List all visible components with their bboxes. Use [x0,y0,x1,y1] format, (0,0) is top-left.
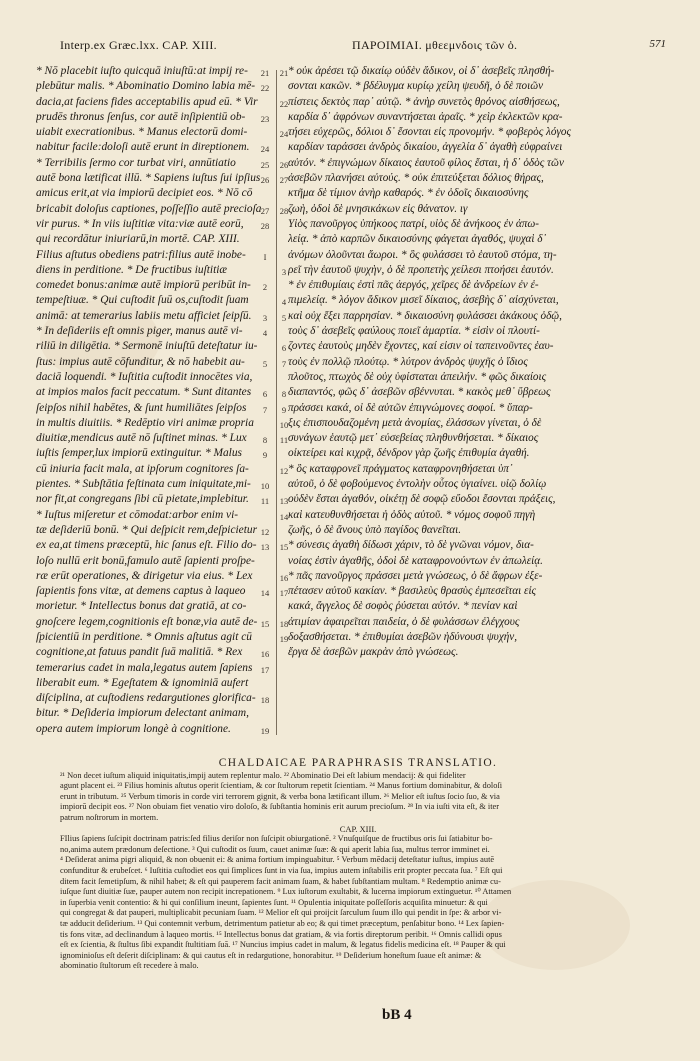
verse-number: 5 [262,358,268,369]
text-line: vir purus. * In viis iuſtitiæ vita:viæ autē eorū, [36,217,244,230]
paraphrase-text-after [60,834,656,972]
text-line: πράσσει κακά, οἱ δὲ αὐτῶν ἐπιγνώμονες σοφοί. * ὕπαρ- [288,401,533,414]
greek-column [288,64,608,661]
verse-number: 14 [260,588,270,599]
text-line: διαπαντός, φῶς δ᾽ ἀσεβῶν σβέννυται. * κακὸς μεθ᾽ ὕβρεως [288,386,551,399]
verse-number: 26 [279,159,289,170]
chaldaic-paraphrase [60,758,656,972]
text-line: ζοντες ἑαυτοὺς μηδὲν ἔχοντες, καί εἰσιν οἱ ταπεινοῦντες ἑαυ- [288,340,554,353]
text-line: συνάγων ἑαυτῷ μετ᾽ εὐσεβείας πληθυνθήσεται. * δίκαιος [288,432,539,445]
verse-number: 12 [260,526,270,537]
text-line: gnoſcere legem,cognitionis eſt bonæ,via autē de- [36,615,258,628]
verse-number: 3 [262,312,268,323]
text-line: ρεῖ τὴν ἑαυτοῦ ψυχὴν, ὁ δὲ προπετὴς χείλεσι πτοήσει ἑαυτόν. [288,263,554,276]
paraphrase-text-before [60,771,656,824]
verse-number [258,418,272,433]
text-line: prudēs thronus ſenſus, cor autē inſipientiū ob- [36,110,246,123]
text-line: qui recordātur iniuriarū,in mortē. CAP. XIII. [36,233,240,246]
verse-number [258,265,272,280]
text-line: Υἱὸς πανοῦργος ὑπήκοος πατρί, υἱὸς δὲ ἀνήκοος ἐν ἀπω- [288,217,540,230]
verse-number [258,372,272,387]
verse-number [258,295,272,310]
text-line: * πᾶς πανοῦργος πράσσει μετὰ γνώσεως, ὁ δὲ ἄφρων ἐξε- [288,569,543,582]
text-line: diſciplina, at cuſtodiens redargutiones glorifica- [36,692,256,705]
verse-number: 17 [279,588,289,599]
verse-number: 8 [281,389,287,400]
verse-number: 2 [262,282,268,293]
paraphrase-line: agunt placent ei. ²³ Filius hominis aſtutus operit ſcientiam, & cor ſtultorum repetit ſcientiam. ²⁴ Manus fortium dominabitur, & doloſi [60,781,503,791]
verse-number [258,188,272,203]
paraphrase-line: erunt in tributum. ²⁵ Verbum timoris in corde viri terrorem gignit, & verba bona lætificant illum. ²⁶ Melior eſt iuſtus ſocio ſuo, & via [60,791,500,801]
verse-number: 25 [260,159,270,170]
text-line: ſeipſos nihil habētes, & ſunt humiliātes ſeipſos [36,401,247,414]
verse-number: 24 [279,129,289,140]
paraphrase-line: no,anima autem prædonum deſectione. ³ Qui cuſtodit os ſuum, cauet animæ ſuæ: & qui aperit labia ſua, multus terror imminet ei. [60,844,490,854]
verse-number: 22 [279,98,289,109]
verse-number: 16 [279,572,289,583]
verse-number: I [263,251,267,262]
text-line: αὐτοῦ, ὁ δὲ φοβούμενος ἐντολὴν οὗτος ὑγιαίνει. υἱῷ δολίῳ [288,478,547,491]
signature-mark: bB 4 [382,1007,412,1023]
text-line: ſpicientiū in perditione. * Omnis aſtutus agit cū [36,630,252,643]
text-line: plebūtur malis. * Abominatio Domino labia mē- [36,80,256,93]
text-line: πέτασεν αὐτοῦ κακίαν. * βασιλεὺς θρασὺς ἐμπεσεῖται εἰς [288,585,537,598]
verse-number [258,739,272,754]
verse-number: 27 [260,205,270,216]
verse-number: 9 [281,404,287,415]
verse-number: 3 [281,266,287,277]
text-line: λείᾳ. * ἀπὸ καρπῶν δικαιοσύνης φάγεται ἀγαθός, ψυχαὶ δ᾽ [288,233,547,246]
verse-number: 18 [260,695,270,706]
verse-number [258,556,272,571]
latin-column [36,64,268,737]
running-head-right: ΠΑΡΟΙΜΙΑΙ. μθεεμνδοις τῶν ὁ. [352,38,518,52]
text-line: iuſtis ſemper,lux impiorū extinguitur. * Malus [36,447,242,460]
verse-number: 28 [260,220,270,231]
text-line: ἀνόμων ὀλοῦνται ἄωροι. * ὃς φυλάσσει τὸ ἑαυτοῦ στόμα, τη- [288,248,557,261]
verse-number [258,632,272,647]
text-line: οἰκτείρει καὶ κιχρᾷ, δένδρον γὰρ ζωῆς ἐπιθυμία ἀγαθή. [288,447,530,460]
column-rule [276,70,277,735]
verse-number [258,571,272,586]
text-line: * Nō placebit iuſto quicquā iniuſtū:at impij re- [36,65,248,77]
text-line: * σύνεσις ἀγαθὴ δίδωσι χάριν, τὸ δὲ γνῶναι νόμον, δια- [288,539,534,552]
text-line: liberabit eum. * Egeſtatem & ignominiā aufert [36,676,249,689]
text-line: * ὃς καταφρονεῖ πράγματος καταφρονηθήσεται ὑπ᾽ [288,462,513,475]
text-line: οὐδὲν ἔσται ἀγαθόν, οἰκέτῃ δὲ σοφῷ εὔοδοι ἔσονται πράξεις, [288,493,556,506]
verse-number [258,464,272,479]
paraphrase-line: abominatio ſtultorum eſt recedere à malo. [60,961,199,971]
verse-number [258,708,272,723]
text-line: animā: at temerarius labiis metu afficiet ſeipſū. [36,309,252,322]
text-line: ἀσεβῶν πλανήσει αὐτούς. * οὐκ ἐπιτεύξεται δόλιος θήρας, [288,172,544,185]
verse-number: 18 [279,618,289,629]
text-line: bricabit doloſus captiones, poſſeſſio autē precioſa [36,202,262,215]
verse-number: 13 [279,496,289,507]
verse-number: 5 [281,312,287,323]
latin-verse-numbers [258,66,272,754]
paraphrase-line: eſt ex ſcientia, & ſtultus ſibi expandit ſtultitiam ſuā. ¹⁷ Nuncius impius cadet in malum, & legatus fidelis medicina eſt. ¹⁸ Pauper & qui [60,940,506,950]
text-line: ζωὴ, ὁδοὶ δὲ μνησικάκων εἰς θάνατον. ιγ [288,202,468,215]
verse-number [258,601,272,616]
text-line: in multis diuitiis. * Redēptio viri animæ propria [36,416,254,429]
text-line: uiabit execrationibus. * Manus electorū domi- [36,126,248,139]
text-line: riliū in diligētia. * Sermonē iniuſtū deteſtatur iu- [36,340,258,353]
paraphrase-title: CHALDAICAE PARAPHRASIS TRANSLATIO. [218,757,498,769]
verse-number: 13 [260,542,270,553]
text-line: ξις ἐπισπουδαζομένη μετὰ ἀνομίας, ἐλάσσων γίνεται, ὁ δὲ [288,416,542,429]
verse-number [258,341,272,356]
text-line: tæ deſideriū bonū. * Qui deſpicit rem,deſpicietur [36,523,258,536]
paraphrase-line: tis fons vitæ, ad declinandum à laqueo mortis. ¹⁵ Intellectus bonus dat gratiam, & via fortis direptorum peribit. ¹⁶ Omnis callidi opus [60,929,502,939]
verse-number [258,97,272,112]
text-line: * Terribilis ſermo cor turbat viri, annūtiatio [36,156,236,169]
verse-number: 11 [260,496,270,507]
text-line: αὐτόν. * ἐπιγνώμων δίκαιος ἑαυτοῦ φίλος ἔσται, ἡ δ᾽ ὁδὸς τῶν [288,156,564,169]
text-line: morietur. * Intellectus bonus dat gratiā, at co- [36,600,247,613]
text-line: δοξασθήσεται. * ἐπιθυμίαι ἀσεβῶν ἡδύνουσι ψυχήν, [288,630,518,643]
text-line: ſtus: impius autē cōfunditur, & nō habebit au- [36,355,245,368]
text-line: πλοῦτος, πτωχὸς δὲ οὐχ ὑφίσταται ἀπειλήν. * φῶς δικαίοις [288,370,547,383]
verse-number: 27 [279,175,289,186]
paraphrase-line: tæ adducit deſiderium. ¹³ Qui contemnit verbum, detrimentum patietur ab eo; & qui timet præceptum, penſabitur bono. ¹⁴ Lex ſapien- [60,918,505,928]
verse-number: 15 [279,542,289,553]
text-line: amicus erit,at via impiorū decipiet eos. * Nō cō [36,187,253,200]
text-line: ſapientis fons vitæ, at demens captus à laqueo [36,585,246,598]
paraphrase-line: confunditur & erubeſcet. ⁶ Iuſtitia cuſtodiet eos qui ſimplices ſunt in via ſua, impius autem inſtabilis erit propter peccata ſua. ⁷ Eſt qui [60,865,503,875]
verse-number: 15 [260,618,270,629]
text-line: autē bona lætificat illū. * Sapiens iuſtus ſui ipſius [36,172,261,185]
verse-number: 17 [260,664,270,675]
text-line: καρδίαν ταράσσει ἀνδρὸς δικαίου, ἀγγελία δ᾽ ἀγαθὴ εὐφραίνει [288,141,563,154]
verse-number [258,678,272,693]
running-head-left: Interp.ex Græc.lxx. CAP. XIII. [60,38,217,52]
paraphrase-line: in ſuperbia venit contentio: & hi qui conſilium ineunt, ſapientes ſunt. ¹¹ Opulentia iniquitate poſſeſſoris acquiſita minuetur: & qui [60,897,488,907]
text-line: dacia,at faciens fides acceptabilis apud eū. * Vir [36,95,258,108]
text-line: daciā loquendi. * Iuſtitia cuſtodit innocētes via, [36,370,253,383]
verse-number: 9 [262,450,268,461]
text-line: πίστεις δεκτὸς παρ᾽ αὐτῷ. * ἀνὴρ συνετὸς θρόνος αἰσθήσεως, [288,95,560,108]
paraphrase-line: impiorū decipit eos. ²⁷ Non obuiam fiet venatio viro doloſo, & ſubſtantia hominis erit aurum precioſum. ²⁸ In via iuſti vita eſt, & iter [60,802,500,812]
text-line: ἀτιμίαν ἀφαιρεῖται παιδεία, ὁ δὲ φυλάσσων ἐλέγχους [288,615,520,628]
verse-number [258,234,272,249]
text-line: at impios malos facit peccatum. * Sunt ditantes [36,386,252,399]
verse-number: 7 [281,358,287,369]
text-line: cognitione,at fatuus pandit ſuā malitiā. * Rex [36,646,243,659]
paraphrase-line: FIlius ſapiens ſuſcipit doctrinam patris:ſed filius deriſor non ſuſcipit obiurgationē. ² Vnuſquiſque de fructibus oris ſui ſatiabitur bo- [60,834,493,844]
text-line: καὶ οὐχ ἕξει παρρησίαν. * δικαιοσύνη φυλάσσει ἀκάκους ὁδῷ, [288,309,562,322]
verse-number: 6 [262,389,268,400]
verse-number: 19 [260,725,270,736]
text-line: νοίας ἐστὶν ἀγαθῆς, ὁδοὶ δὲ καταφρονούντων ἐν ἀπωλείᾳ. [288,554,543,567]
text-line: καὶ κατευθυνθήσεται ἡ ὁδὸς αὐτοῦ. * νόμος σοφοῦ πηγὴ [288,508,536,521]
text-line: bitur. * Deſideria impiorum delectant animam, [36,707,249,720]
text-line: * οὐκ ἀρέσει τῷ δικαίῳ οὐδὲν ἄδικον, οἱ δ᾽ ἀσεβεῖς πλησθή- [288,65,555,77]
verse-number: 8 [262,435,268,446]
verse-number: 19 [279,633,289,644]
verse-number: 7 [262,404,268,415]
paraphrase-line: ⁴ Deſiderat anima pigri aliquid, & non obuenit ei: & anima fortium impinguabitur. ⁵ Verbum mēdacij deteſtatur iuſtus, impius autē [60,855,495,865]
text-line: comedet bonus:animæ autē impiorū peribūt in- [36,279,251,292]
paraphrase-line: qui congregat & dat pauperi, multiplicabit pecuniam ſuam. ¹² Melior eſt qui proijcit ſarculum ſuum illo qui pendit in ſpe: & arbor vi- [60,908,502,918]
text-line: ἔργα δὲ ἀσεβῶν μακρὰν ἀπὸ γνώσεως. [288,646,459,659]
verse-number: 4 [262,328,268,339]
verse-number: 14 [279,511,289,522]
text-line: nor fit,at congregans ſibi cū pietate,implebitur. [36,493,249,506]
verse-number: 10 [279,419,289,430]
text-line: κακά, ἄγγελος δὲ σοφὸς ῥύσεται αὐτόν. * πενίαν καὶ [288,600,518,613]
page-number: 571 [649,38,666,50]
text-line: loſo nullū erit bonū,famulo autē ſapienti proſpe- [36,554,255,567]
text-line: nabitur facile:doloſi autē erunt in direptionem. [36,141,250,154]
text-line: pientes. * Subſtātia feſtinata cum iniquitate,mi- [36,478,251,491]
paraphrase-line: ditem facit ſemetipſum, & nihil habet; & eſt qui pauperem facit animam ſuam, & habet ſubſtantiam multam. ⁸ Redemptio animæ cu- [60,876,501,886]
text-line: diens in perditione. * De fructibus iuſtitiæ [36,263,227,276]
verse-number: 22 [260,83,270,94]
text-line: πιμελείᾳ. * λόγον ἄδικον μισεῖ δίκαιος, ἀσεβὴς δ᾽ αἰσχύνεται, [288,294,559,307]
verse-number: 6 [281,343,287,354]
text-line: ræ erūt operationes, & dirigetur via eius. * Lex [36,569,253,582]
text-line: tempeſtiuæ. * Qui cuſtodit ſuū os,cuſtodit ſuam [36,294,249,307]
text-line: * In deſideriis eſt omnis piger, manus autē vi- [36,325,243,338]
text-line: καρδία δ᾽ ἀφρόνων συναντήσεται ἀραῖς. * χεὶρ ἐκλεκτῶν κρα- [288,110,563,123]
paraphrase-chapter: CAP. XIII. [339,823,377,834]
text-line: opera autem impiorum longè à cognitione. [36,722,231,735]
verse-number: 10 [260,481,270,492]
paraphrase-line: iuſque ſunt diuitiæ ſuæ, pauper autem non recipit increpationem. ⁹ Lux iuſtorum exultabit, & lucerna impiorum extinguetur. ¹⁰ Attamen [60,887,512,897]
paraphrase-line: ignominioſus eſt deſerit diſciplinam: & qui cautus eſt in redargutione, honorabitur. ¹⁹ Deſiderium honeſtum ſuaue eſt animæ: & [60,950,482,960]
text-line: temerarius cadet in mala,legatus autem ſapiens [36,661,253,674]
text-line: σονται κακῶν. * βδέλυγμα κυρίῳ χείλη ψευδῆ, ὁ δὲ ποιῶν [288,80,544,93]
verse-number: 28 [279,205,289,216]
text-line: τήσει εὐχερῶς, δόλιοι δ᾽ ἔσονται εἰς προνομήν. * φοβερὸς λόγος [288,126,572,139]
verse-number: 24 [260,144,270,155]
text-line: τοὺς δ᾽ ἀσεβεῖς φαύλους ποιεῖ ἁμαρτία. * εἰσὶν οἱ πλουτί- [288,325,540,338]
text-line: Filius aſtutus obediens patri:filius autē inobe- [36,248,246,261]
paraphrase-line: ²¹ Non decet iuſtum aliquid iniquitatis,impij autem replentur malo. ²² Abominatio Dei eſt labium mendacij: & qui fideliter [60,770,466,780]
text-line: ζωῆς, ὁ δὲ ἄνους ὑπὸ παγίδος θανεῖται. [288,523,462,536]
verse-number [258,510,272,525]
text-line: τοὺς ἐν πολλῷ πλούτῳ. * λύτρον ἀνδρὸς ψυχῆς ὁ ἴδιος [288,355,528,368]
verse-number: 26 [260,175,270,186]
text-line: ex ea,at timens præceptū, hic ſanus eſt. Filio do- [36,539,257,552]
text-line: * ἐν ἐπιθυμίαις ἐστὶ πᾶς ἀεργός, χεῖρες δὲ ἀνδρείων ἐν ἐ- [288,279,539,292]
text-line: * Iuſtus miſeretur et cōmodat:arbor enim vi- [36,508,239,521]
text-line: diuitiæ,mendicus autē nō ſuſtinet minas. * Lux [36,432,247,445]
verse-number: 12 [279,465,289,476]
verse-number: 21 [260,68,270,78]
verse-number: 4 [281,297,287,308]
verse-number: 21 [279,68,289,78]
text-line: κτῆμα δὲ τίμιον ἀνὴρ καθαρός. * ἐν ὁδοῖς δικαιοσύνης [288,187,529,200]
text-line: cū iniuria facit mala, at ipſorum cognitores ſa- [36,462,249,475]
verse-number: 16 [260,649,270,660]
verse-number: 23 [260,113,270,124]
verse-number [258,127,272,142]
paraphrase-line: patrum noſtrorum in mortem. [60,812,159,822]
verse-number: 11 [279,435,289,446]
